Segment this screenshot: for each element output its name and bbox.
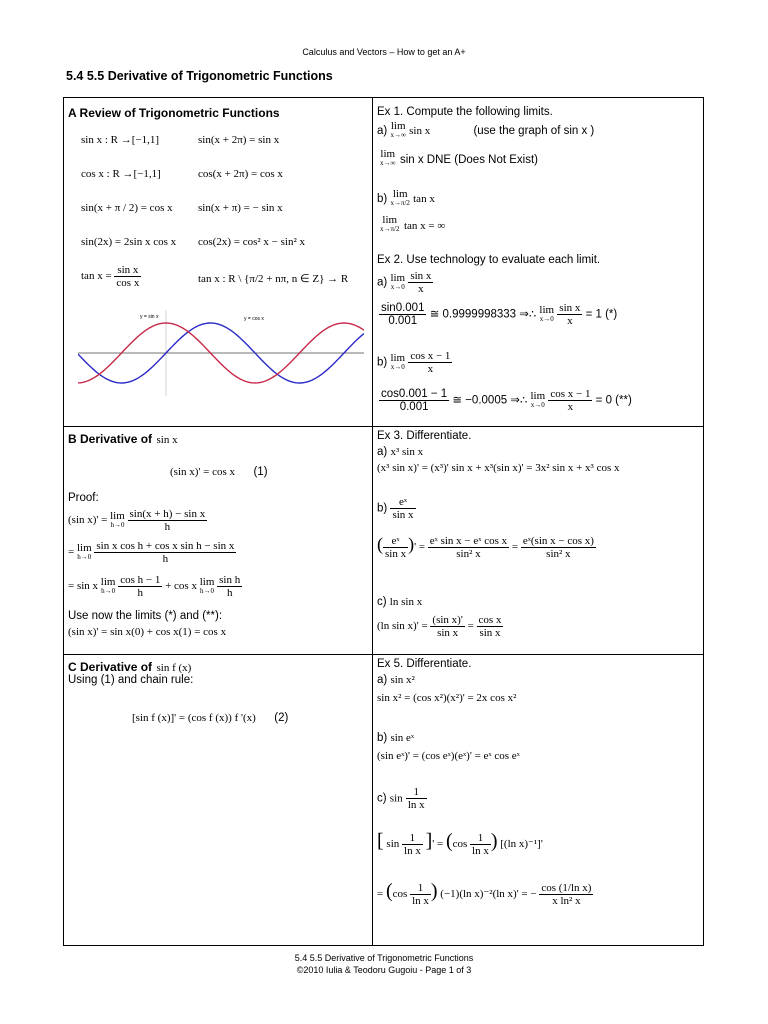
formula-tan: tan x = $\frac{\text{sin x}}{\text{cos x}}$ (81, 264, 140, 289)
ex2-b-calc: $\frac{\cos 0.001 - 1}{0.001}$ ≅ −0.0005 ⇒∴ lim x→0 $\frac{\text{cos x − 1}}{x}$ = 0 (**) (381, 388, 632, 413)
row-divider (64, 426, 703, 427)
ex3-c: c) ln sin x (377, 596, 423, 608)
ex5-a: a) sin x² (377, 674, 415, 686)
ex1-a-result: lim x→∞ sin x DNE (Does Not Exist) (380, 148, 538, 167)
section-a-heading: A Review of Trigonometric Functions (68, 106, 280, 120)
proof-use-limits: Use now the limits (*) and (**): (68, 610, 223, 622)
section-b-cell (68, 430, 368, 650)
ex1-b-result: lim x→π/2 tan x = ∞ (380, 214, 446, 233)
proof-step: = lim h→0 $\frac{\text{sin x cos h + cos x sin h − sin x}}{h}$ (68, 540, 235, 565)
row-divider (64, 654, 703, 655)
formula: tan x : R \ {π/2 + nπ, n ∈ Z} → R (198, 273, 349, 285)
graph-label-sin: y = sin x (140, 314, 159, 320)
formula: cos(2x) = cos² x − sin² x (198, 236, 305, 248)
ex3-a-result: (x³ sin x)' = (x³)' sin x + x³(sin x)' = 3x² sin x + x³ cos x (377, 462, 620, 474)
proof-step: (sin x)' = lim h→0 $\frac{\text{sin(x + h) − sin x}}{h}$ (68, 508, 206, 533)
ex3-heading: Ex 3. Differentiate. (377, 430, 472, 442)
formula: sin(x + π) = − sin x (198, 202, 283, 214)
section-c-heading: C Derivative of sin f (x) (68, 660, 192, 674)
page-title: 5.4 5.5 Derivative of Trigonometric Functions (66, 69, 333, 83)
ex2-a: a) lim x→0 $\frac{\text{sin x}}{x}$ (377, 270, 432, 295)
chain-rule-formula: [sin f (x)]' = (cos f (x)) f '(x) (2) (132, 712, 289, 724)
trig-graph (78, 310, 364, 396)
formula: sin(x + 2π) = sin x (198, 134, 280, 146)
proof-step: = sin x lim h→0 $\frac{\text{cos h − 1}}{h}$ + cos x lim h→0 $\frac{\text{sin h}}{h}$ (68, 574, 241, 599)
ex5-b-result: (sin eˣ)' = (cos eˣ)(eˣ)' = eˣ cos eˣ (377, 750, 520, 762)
content-table (63, 97, 704, 946)
formula: sin x : R →[−1,1] (81, 134, 160, 146)
formula: cos(x + 2π) = cos x (198, 168, 283, 180)
page-header: Calculus and Vectors – How to get an A+ (302, 47, 466, 57)
formula: cos x : R →[−1,1] (81, 168, 161, 180)
formula: sin(2x) = 2sin x cos x (81, 236, 177, 248)
ex5-b: b) sin eˣ (377, 732, 415, 744)
example-3-cell (377, 430, 701, 650)
ex2-a-calc: $\frac{\sin 0.001}{0.001}$ ≅ 0.9999998333 ⇒∴ lim x→0 $\frac{\text{sin x}}{x}$ = 1 (*) (381, 302, 618, 327)
ex3-b-result: ( $\frac{\text{eˣ}}{\text{sin x}}$ )' = $\frac{\text{eˣ sin x − eˣ cos x}}{\text{sin² x}}$ = $\frac{\text{eˣ(sin x − cos x)}}{\text{sin² x}}$ (377, 534, 594, 560)
proof-result: (sin x)' = sin x(0) + cos x(1) = cos x (68, 626, 227, 638)
formula: sin(x + π / 2) = cos x (81, 202, 173, 214)
chain-rule-note: Using (1) and chain rule: (68, 674, 194, 686)
example-5-cell (377, 658, 701, 938)
ex1-heading: Ex 1. Compute the following limits. (377, 106, 553, 118)
footer-title: 5.4 5.5 Derivative of Trigonometric Functions (294, 953, 474, 963)
proof-label: Proof: (68, 492, 99, 504)
ex1-b: b) lim x→π/2 tan x (377, 188, 435, 207)
column-divider (372, 98, 373, 945)
footer-copyright: ©2010 Iulia & Teodoru Gugoiu - Page 1 of 3 (296, 965, 472, 975)
ex5-heading: Ex 5. Differentiate. (377, 658, 472, 670)
ex3-b: b) $\frac{\text{eˣ}}{\text{sin x}}$ (377, 496, 414, 521)
ex2-b: b) lim x→0 $\frac{\text{cos x − 1}}{x}$ (377, 350, 451, 375)
ex5-c-step: [ sin $\frac{1}{\text{ln x}}$ ]' = (cos $\frac{1}{\text{ln x}}$ ) [(ln x)⁻¹]' (377, 830, 543, 857)
section-b-heading: B Derivative of sin x (68, 432, 178, 446)
examples-1-2-cell (377, 102, 701, 422)
derivative-sin-formula: (sin x)' = cos x (1) (170, 466, 268, 478)
section-a-cell (68, 102, 368, 422)
ex3-a: a) x³ sin x (377, 446, 424, 458)
ex5-c: c) sin $\frac{1}{\text{ln x}}$ (377, 786, 425, 811)
ex5-c-result: = (cos $\frac{1}{\text{ln x}}$ ) (−1)(ln x)⁻²(ln x)' = − $\frac{\text{cos (1/ln x)}}{\text{x ln² x}}$ (377, 880, 592, 907)
ex3-c-result: (ln sin x)' = $\frac{\text{(sin x)'}}{\text{sin x}}$ = $\frac{\text{cos x}}{\text{sin x}}$ (377, 614, 502, 639)
section-c-cell (68, 658, 368, 938)
graph-label-cos: y = cos x (244, 316, 264, 322)
ex2-heading: Ex 2. Use technology to evaluate each limit. (377, 254, 601, 266)
ex1-a: a) lim x→∞ sin x (use the graph of sin x ) (377, 120, 595, 139)
ex5-a-result: sin x² = (cos x²)(x²)' = 2x cos x² (377, 692, 517, 704)
